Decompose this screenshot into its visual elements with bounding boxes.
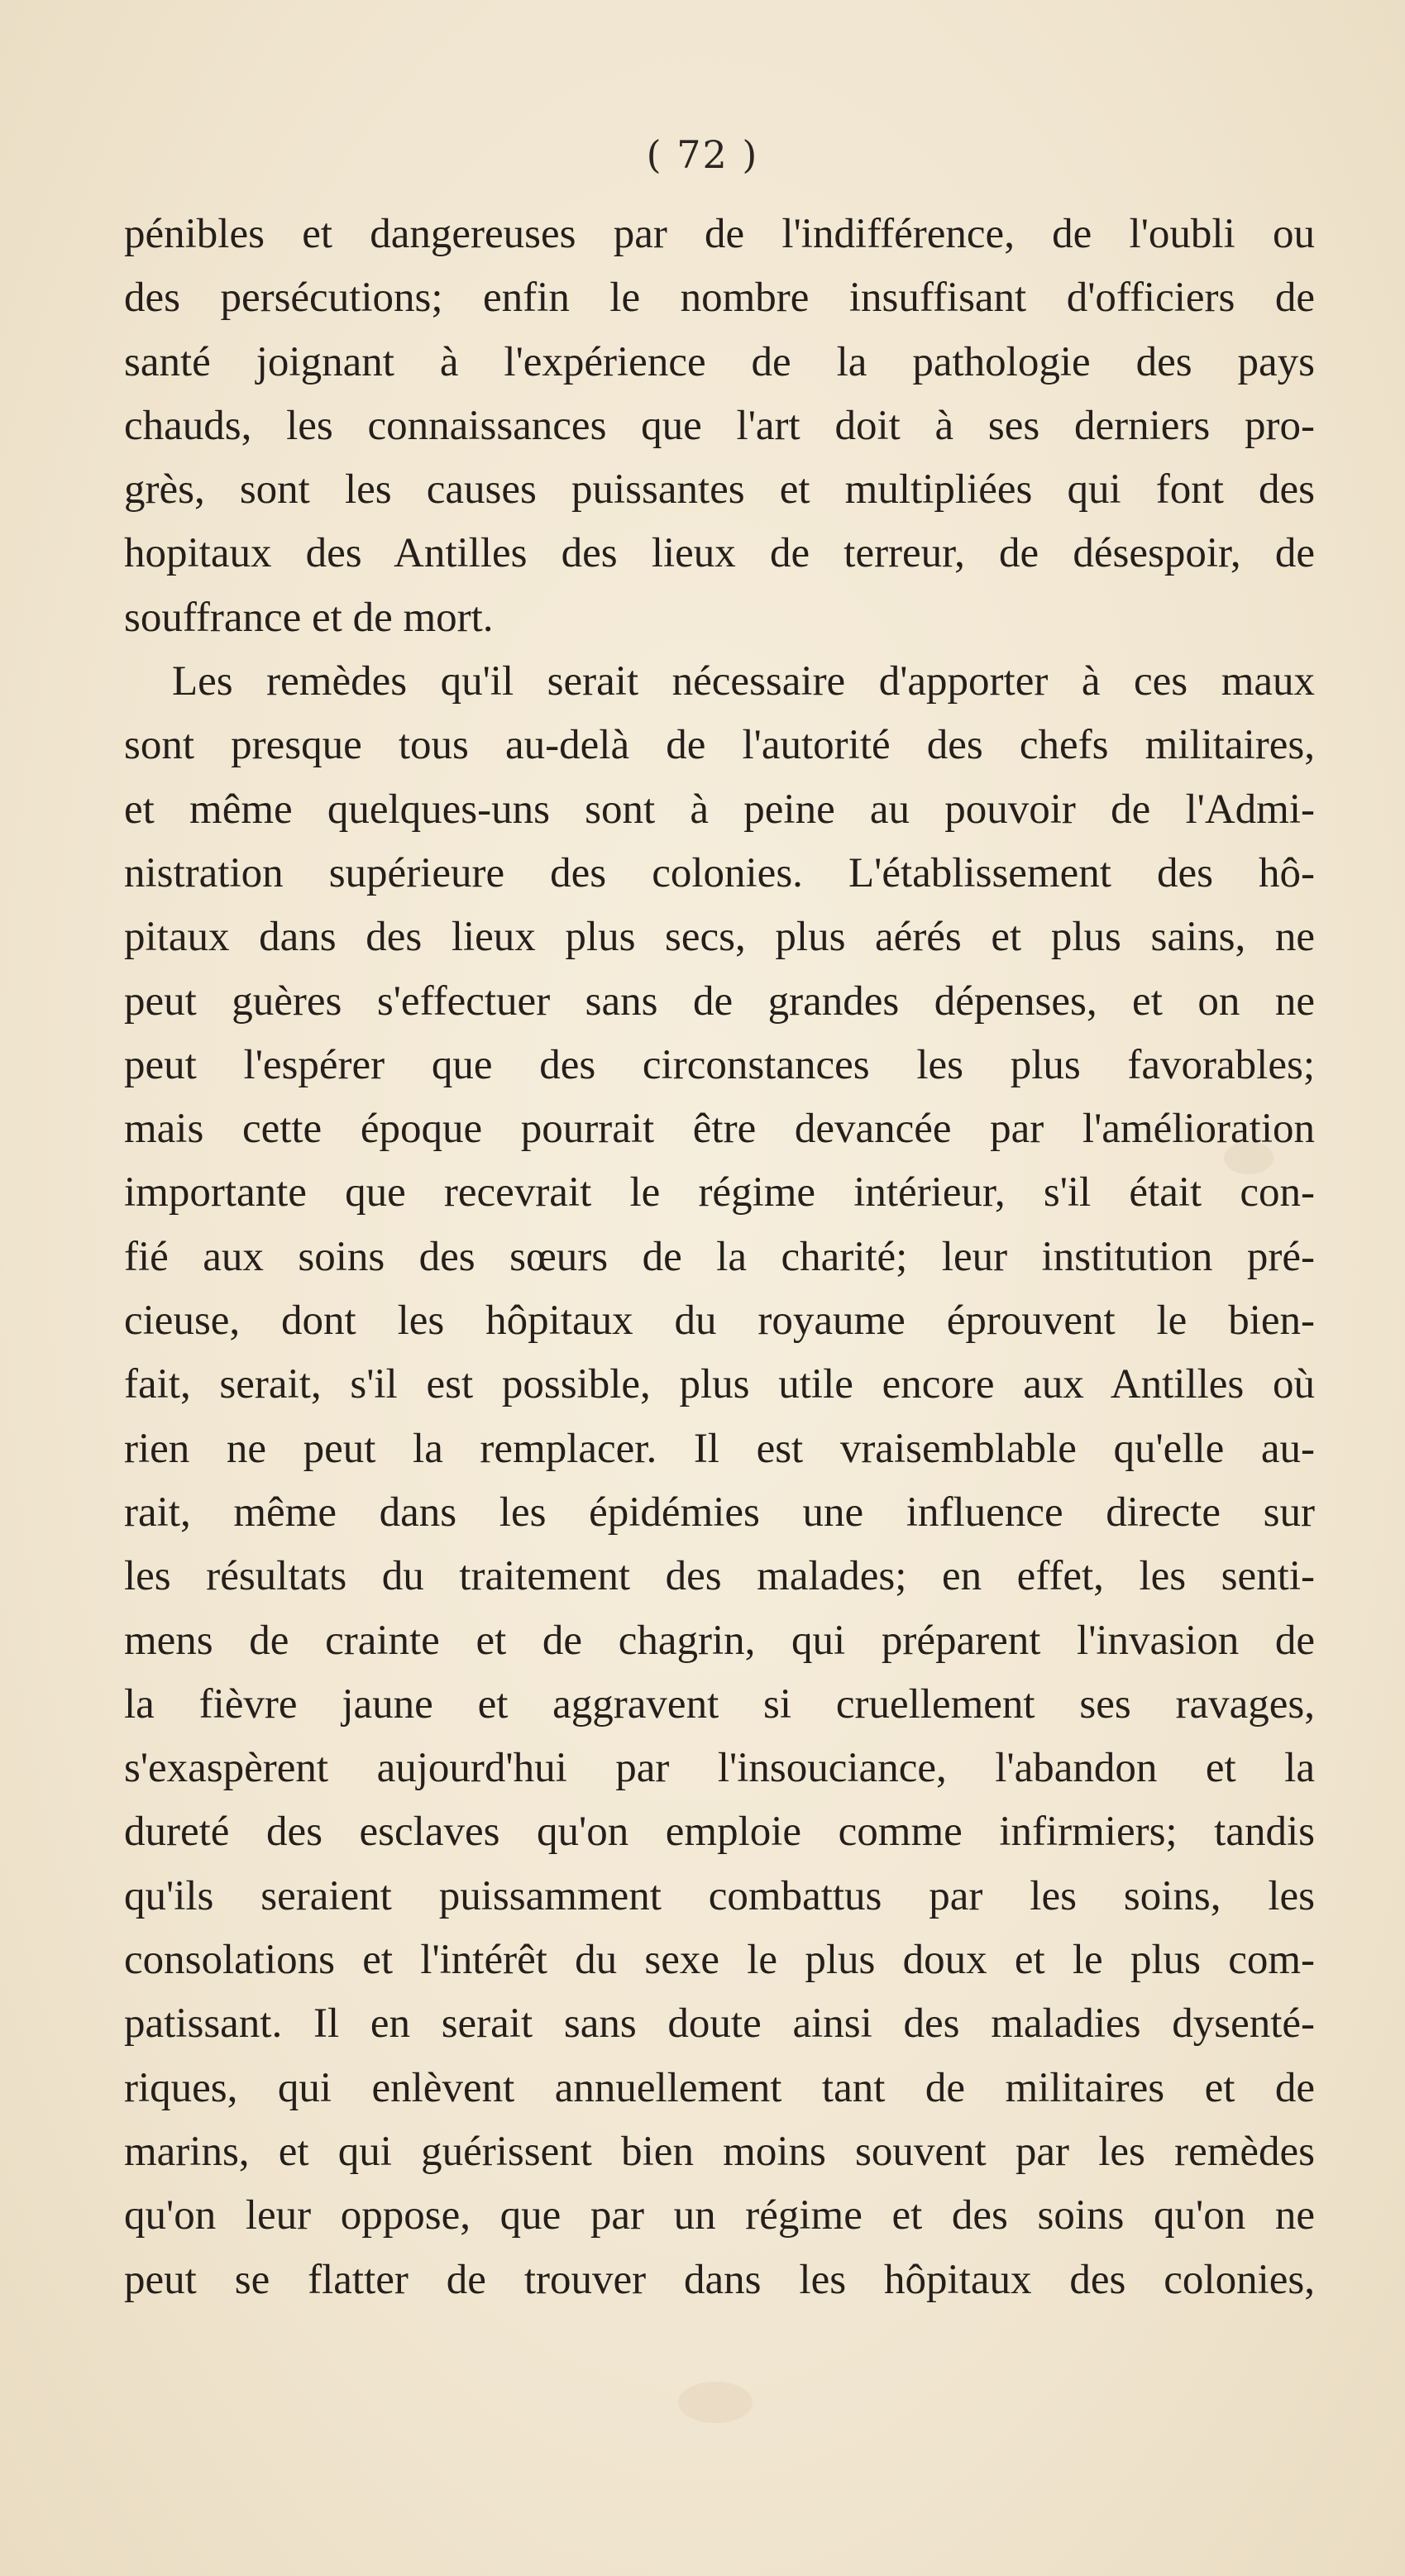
text-line: marins, et qui guérissent bien moins souvent par les remèdes — [124, 2128, 1315, 2175]
text-line: sont presque tous au-delà de l'autorité des chefs militaires, — [124, 722, 1315, 769]
text-line: dureté des esclaves qu'on emploie comme infirmiers; tandis — [124, 1809, 1315, 1856]
text-line: cieuse, dont les hôpitaux du royaume éprouvent le bien- — [124, 1298, 1315, 1345]
text-line: fié aux soins des sœurs de la charité; leur institution pré- — [124, 1233, 1315, 1280]
text-line: les résultats du traitement des malades; en effet, les senti- — [124, 1553, 1315, 1600]
text-line: et même quelques-uns sont à peine au pouvoir de l'Admi- — [124, 786, 1315, 833]
text-line: peut se flatter de trouver dans les hôpitaux des colonies, — [124, 2256, 1315, 2303]
text-line: fait, serait, s'il est possible, plus utile encore aux Antilles où — [124, 1361, 1315, 1408]
text-line: santé joignant à l'expérience de la pathologie des pays — [124, 338, 1315, 385]
paper-stain — [678, 2382, 753, 2423]
paragraph-1 — [124, 203, 1315, 650]
text-line: hopitaux des Antilles des lieux de terreur, de désespoir, de — [124, 530, 1315, 577]
text-line: mais cette époque pourrait être devancée par l'amélioration — [124, 1106, 1315, 1153]
text-line: s'exaspèrent aujourd'hui par l'insouciance, l'abandon et la — [124, 1745, 1315, 1792]
page-number: ( 72 ) — [646, 132, 759, 177]
text-line: peut guères s'effectuer sans de grandes dépenses, et on ne — [124, 977, 1315, 1025]
text-line: chauds, les connaissances que l'art doit à ses derniers pro- — [124, 402, 1315, 449]
text-line: grès, sont les causes puissantes et multipliées qui font des — [124, 466, 1315, 514]
text-line: patissant. Il en serait sans doute ainsi des maladies dysenté- — [124, 2000, 1315, 2048]
text-line: souffrance et de mort. — [124, 594, 494, 641]
text-line: peut l'espérer que des circonstances les plus favorables; — [124, 1041, 1315, 1088]
text-line: des persécutions; enfin le nombre insuffisant d'officiers de — [124, 275, 1315, 322]
text-line: Les remèdes qu'il serait nécessaire d'apporter à ces maux — [172, 658, 1315, 705]
text-line: qu'ils seraient puissamment combattus par les soins, les — [124, 1872, 1315, 1919]
text-line: pénibles et dangereuses par de l'indifférence, de l'oubli ou — [124, 211, 1315, 257]
text-line: rien ne peut la remplacer. Il est vraisemblable qu'elle au- — [124, 1425, 1315, 1472]
text-line: qu'on leur oppose, que par un régime et des soins qu'on ne — [124, 2192, 1315, 2239]
text-line: mens de crainte et de chagrin, qui préparent l'invasion de — [124, 1617, 1315, 1664]
paragraph-2 — [124, 650, 1315, 2312]
body-text — [124, 203, 1315, 2312]
text-line: riques, qui enlèvent annuellement tant de militaires et de — [124, 2064, 1315, 2111]
text-line: consolations et l'intérêt du sexe le plus doux et le plus com- — [124, 1937, 1315, 1984]
text-line: nistration supérieure des colonies. L'établissement des hô- — [124, 849, 1315, 896]
text-line: rait, même dans les épidémies une influence directe sur — [124, 1489, 1315, 1536]
text-line: importante que recevrait le régime intérieur, s'il était con- — [124, 1169, 1315, 1216]
text-line: la fièvre jaune et aggravent si cruellement ses ravages, — [124, 1680, 1315, 1728]
text-line: pitaux dans des lieux plus secs, plus aérés et plus sains, ne — [124, 914, 1315, 961]
